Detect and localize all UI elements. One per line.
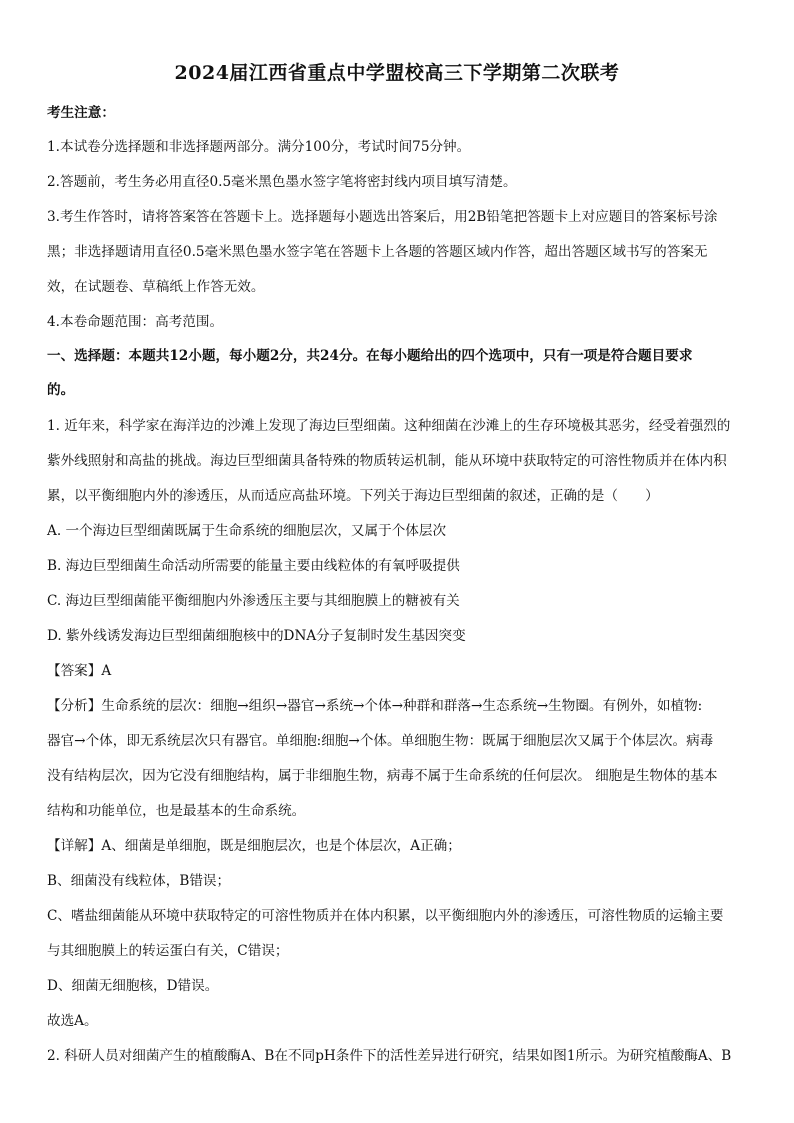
notice-item: 2.答题前，考生务必用直径0.5毫米黑色墨水签字笔将密封线内项目填写清楚。 <box>47 174 517 190</box>
option-a: A. 一个海边巨型细菌既属于生命系统的细胞层次，又属于个体层次 <box>47 523 447 539</box>
notice-item: 3.考生作答时，请将答案答在答题卡上。选择题每小题选出答案后，用2B铅笔把答题卡上对应题目的答案标号涂 <box>47 209 718 225</box>
analysis-line: 器官→个体，即无系统层次只有器官。单细胞:细胞→个体。单细胞生物：既属于细胞层次又属于个体层次。病毒 <box>47 733 714 749</box>
option-d: D. 紫外线诱发海边巨型细菌细胞核中的DNA分子复制时发生基因突变 <box>47 628 466 644</box>
question-stem: 紫外线照射和高盐的挑战。海边巨型细菌具备特殊的物质转运机制，能从环境中获取特定的可溶性物质并在体内积 <box>47 453 727 469</box>
answer-line: 【答案】A <box>47 663 112 679</box>
conclusion-line: 故选A。 <box>47 1013 98 1029</box>
analysis-line: 没有结构层次，因为它没有细胞结构，属于非细胞生物，病毒不属于生命系统的任何层次。 细胞是生物体的基本 <box>47 768 718 784</box>
question-stem: 2. 科研人员对细菌产生的植酸酶A、B在不同pH条件下的活性差异进行研究，结果如图1所示。为研究植酸酶A、B <box>47 1048 732 1064</box>
question-stem: 1. 近年来，科学家在海洋边的沙滩上发现了海边巨型细菌。这种细菌在沙滩上的生存环境极其恶劣，经受着强烈的 <box>47 418 731 434</box>
detail-line: B、细菌没有线粒体，B错误； <box>47 873 231 889</box>
detail-line: C、嗜盐细菌能从环境中获取特定的可溶性物质并在体内积累，以平衡细胞内外的渗透压，可溶性物质的运输主要 <box>47 908 724 924</box>
notice-item: 4.本卷命题范围：高考范围。 <box>47 314 224 330</box>
detail-line: 与其细胞膜上的转运蛋白有关，C错误； <box>47 943 289 959</box>
option-c: C. 海边巨型细菌能平衡细胞内外渗透压主要与其细胞膜上的糖被有关 <box>47 593 460 609</box>
notice-item: 1.本试卷分选择题和非选择题两部分。满分100分，考试时间75分钟。 <box>47 139 471 155</box>
notice-item: 效，在试题卷、草稿纸上作答无效。 <box>47 279 265 295</box>
notice-heading: 考生注意： <box>47 105 115 121</box>
analysis-line: 【分析】生命系统的层次：细胞→组织→器官→系统→个体→种群和群落→生态系统→生物圈。有例外，如植物: <box>47 698 703 714</box>
question-stem: 累，以平衡细胞内外的渗透压，从而适应高盐环境。下列关于海边巨型细菌的叙述，正确的是（ ） <box>47 488 659 504</box>
option-b: B. 海边巨型细菌生命活动所需要的能量主要由线粒体的有氧呼吸提供 <box>47 558 460 574</box>
page-title: 2024届江西省重点中学盟校高三下学期第二次联考 <box>174 62 620 84</box>
detail-line: D、细菌无细胞核，D错误。 <box>47 978 219 994</box>
section-heading: 一、选择题：本题共12小题，每小题2分，共24分。在每小题给出的四个选项中，只有一项是符合题目要求 <box>47 348 693 364</box>
section-heading-cont: 的。 <box>47 382 75 398</box>
detail-line: 【详解】A、细菌是单细胞，既是细胞层次，也是个体层次，A正确； <box>47 838 461 854</box>
analysis-line: 结构和功能单位，也是最基本的生命系统。 <box>47 803 306 819</box>
notice-item: 黑；非选择题请用直径0.5毫米黑色墨水签字笔在答题卡上各题的答题区域内作答，超出答题区域书写的答案无 <box>47 244 708 260</box>
